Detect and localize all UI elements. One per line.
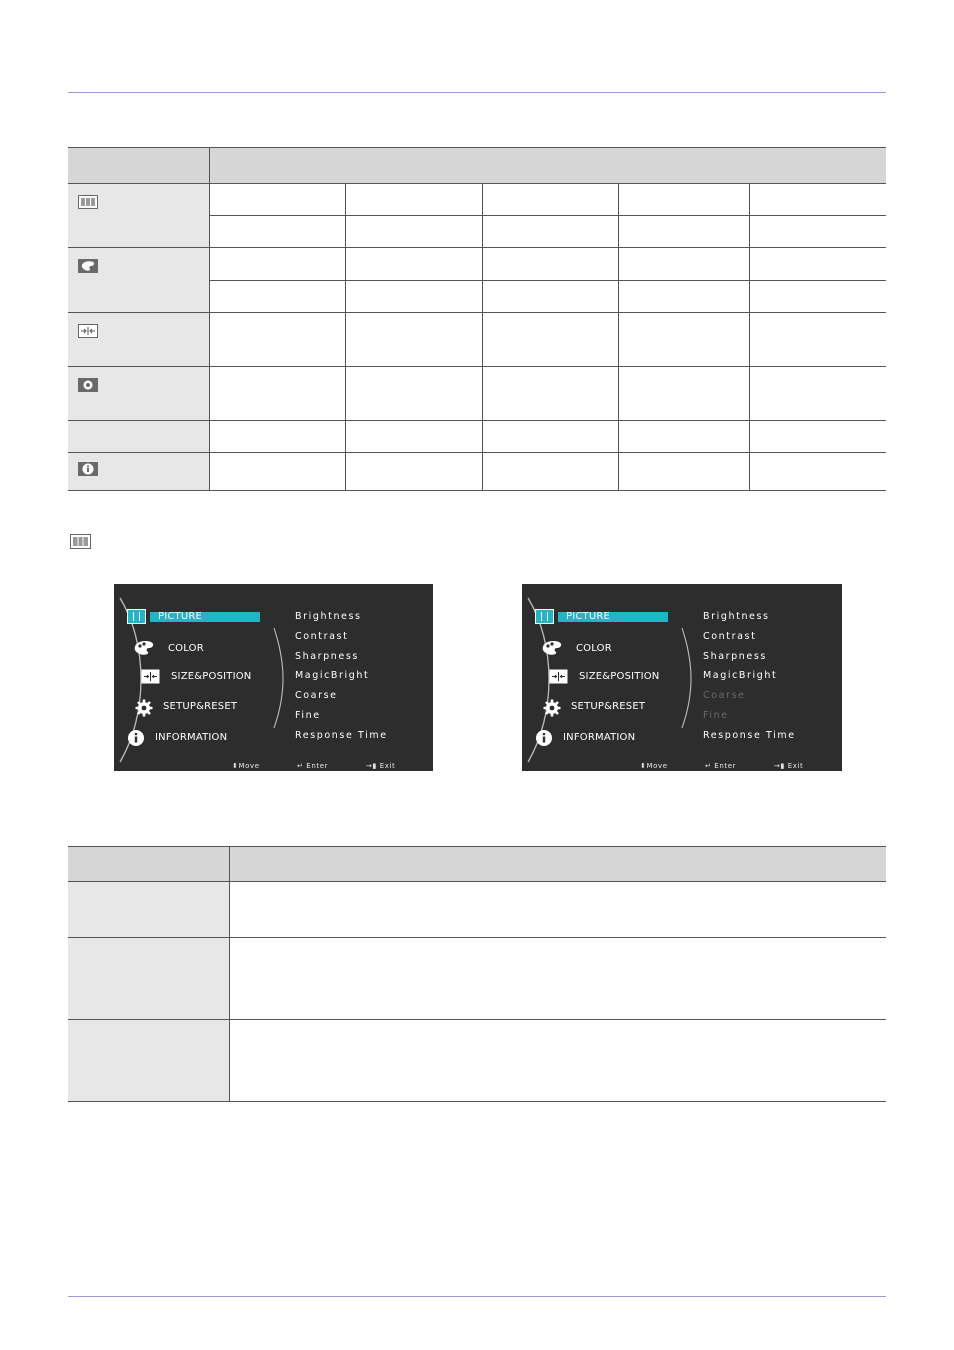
- up-down-arrow-icon: ⬍: [640, 762, 647, 770]
- table-cell: [749, 453, 886, 491]
- table-cell: [482, 367, 618, 421]
- header-cell-menu: [68, 847, 229, 882]
- table-cell: [618, 248, 749, 281]
- table-cell: [482, 248, 618, 281]
- table-cell: [618, 281, 749, 313]
- submenu-coarse-disabled: Coarse: [703, 690, 746, 701]
- table-row: [68, 421, 886, 453]
- table-cell: [68, 1020, 229, 1102]
- enter-hint: ↵ Enter: [705, 762, 737, 770]
- row-color: [68, 248, 209, 313]
- main-menu-setup-reset: SETUP&RESET: [571, 701, 646, 712]
- table-row: [68, 367, 886, 421]
- table-cell: [345, 421, 482, 453]
- row-information: [68, 453, 209, 491]
- table-row: [68, 1020, 886, 1102]
- color-icon: [540, 639, 564, 657]
- submenu-magicbright: MagicBright: [703, 670, 778, 681]
- description-table: [68, 846, 886, 1102]
- table-header-row: [68, 847, 886, 882]
- table-cell: [482, 281, 618, 313]
- table-row: [68, 453, 886, 491]
- setup-reset-icon: [78, 378, 98, 392]
- table-cell: [345, 453, 482, 491]
- exit-hint: →▮ Exit: [366, 762, 396, 770]
- table-cell: [68, 938, 229, 1020]
- table-cell: [618, 313, 749, 367]
- osd-menu-screenshot-left: [114, 584, 433, 771]
- move-hint: ⬍Move: [640, 762, 668, 770]
- submenu-sharpness: Sharpness: [703, 651, 767, 662]
- submenu-response-time: Response Time: [703, 730, 796, 741]
- table-cell: [618, 216, 749, 248]
- submenu-fine: Fine: [295, 710, 321, 721]
- picture-icon: [127, 609, 146, 624]
- table-row: [68, 313, 886, 367]
- table-cell: [209, 184, 345, 216]
- osd-menu-screenshot-right: [522, 584, 842, 771]
- exit-icon: →▮: [774, 762, 785, 770]
- table-cell: [749, 281, 886, 313]
- size-position-icon: [549, 669, 568, 684]
- table-cell: [345, 281, 482, 313]
- setup-reset-icon: [135, 699, 153, 717]
- main-menu-color: COLOR: [576, 643, 612, 654]
- submenu-brightness: Brightness: [703, 611, 770, 622]
- main-menu-color: COLOR: [168, 643, 204, 654]
- submenu-brightness: Brightness: [295, 611, 362, 622]
- table-cell: [209, 367, 345, 421]
- submenu-coarse: Coarse: [295, 690, 338, 701]
- enter-hint: ↵ Enter: [297, 762, 329, 770]
- table-cell: [482, 453, 618, 491]
- main-menu-size-position: SIZE&POSITION: [171, 671, 252, 682]
- table-cell: [209, 313, 345, 367]
- header-cell-menu: [68, 148, 209, 184]
- table-cell: [209, 281, 345, 313]
- color-icon: [78, 259, 98, 273]
- row-blank: [68, 421, 209, 453]
- table-cell: [209, 216, 345, 248]
- setup-reset-icon: [543, 699, 561, 717]
- size-position-icon: [78, 324, 98, 338]
- table-cell: [749, 248, 886, 281]
- table-cell: [482, 184, 618, 216]
- color-icon: [132, 639, 156, 657]
- information-icon: [78, 462, 98, 476]
- submenu-magicbright: MagicBright: [295, 670, 370, 681]
- table-cell: [345, 313, 482, 367]
- move-hint: ⬍Move: [232, 762, 260, 770]
- table-row: [68, 184, 886, 216]
- table-cell: [345, 216, 482, 248]
- table-header-row: [68, 148, 886, 184]
- table-cell: [209, 453, 345, 491]
- main-menu-information: INFORMATION: [155, 732, 228, 743]
- table-cell: [618, 367, 749, 421]
- picture-icon: [78, 195, 98, 209]
- table-cell: [229, 938, 886, 1020]
- submenu-contrast: Contrast: [703, 631, 757, 642]
- table-cell: [229, 1020, 886, 1102]
- menu-overview-table: [68, 147, 886, 491]
- row-picture: [68, 184, 209, 248]
- table-cell: [618, 453, 749, 491]
- table-row: [68, 938, 886, 1020]
- table-cell: [345, 248, 482, 281]
- table-cell: [482, 216, 618, 248]
- header-rule: [68, 92, 886, 93]
- table-cell: [749, 367, 886, 421]
- main-menu-size-position: SIZE&POSITION: [579, 671, 660, 682]
- table-cell: [345, 367, 482, 421]
- table-cell: [749, 216, 886, 248]
- table-cell: [749, 421, 886, 453]
- table-cell: [482, 313, 618, 367]
- enter-icon: ↵: [297, 762, 304, 770]
- row-size-position: [68, 313, 209, 367]
- table-cell: [482, 421, 618, 453]
- table-cell: [618, 184, 749, 216]
- submenu-contrast: Contrast: [295, 631, 349, 642]
- header-cell-submenu: [209, 148, 886, 184]
- table-cell: [68, 882, 229, 938]
- main-menu-picture: PICTURE: [158, 611, 203, 622]
- submenu-sharpness: Sharpness: [295, 651, 359, 662]
- picture-icon: [535, 609, 554, 624]
- table-cell: [618, 421, 749, 453]
- table-cell: [209, 421, 345, 453]
- information-icon: [127, 729, 145, 747]
- size-position-icon: [141, 669, 160, 684]
- submenu-response-time: Response Time: [295, 730, 388, 741]
- main-menu-setup-reset: SETUP&RESET: [163, 701, 238, 712]
- submenu-fine-disabled: Fine: [703, 710, 729, 721]
- exit-hint: →▮ Exit: [774, 762, 804, 770]
- information-icon: [535, 729, 553, 747]
- row-setup-reset: [68, 367, 209, 421]
- table-cell: [345, 184, 482, 216]
- table-cell: [749, 184, 886, 216]
- header-cell-description: [229, 847, 886, 882]
- footer-rule: [68, 1296, 886, 1297]
- main-menu-picture: PICTURE: [566, 611, 611, 622]
- table-row: [68, 248, 886, 281]
- picture-icon: [70, 534, 91, 549]
- up-down-arrow-icon: ⬍: [232, 762, 239, 770]
- exit-icon: →▮: [366, 762, 377, 770]
- table-cell: [229, 882, 886, 938]
- enter-icon: ↵: [705, 762, 712, 770]
- table-row: [68, 882, 886, 938]
- main-menu-information: INFORMATION: [563, 732, 636, 743]
- table-cell: [749, 313, 886, 367]
- table-cell: [209, 248, 345, 281]
